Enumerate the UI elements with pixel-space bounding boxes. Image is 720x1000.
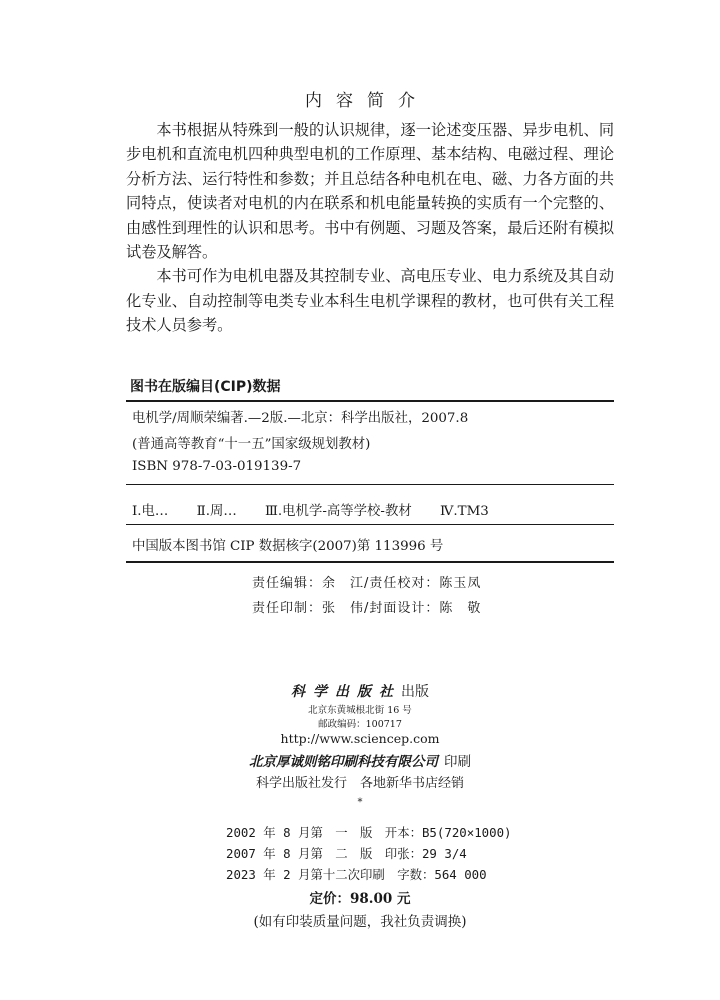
- printer-suffix: 印刷: [444, 754, 471, 770]
- edition-line-2: 2007 年 8 月第 二 版 印张：29 3/4: [226, 846, 467, 861]
- cip-isbn: ISBN 978-7-03-019139-7: [132, 459, 302, 474]
- publisher-name: [0, 681, 720, 701]
- cip-top-rule: [126, 400, 614, 402]
- publisher-address: 北京东黄城根北街 16 号: [308, 705, 412, 716]
- cip-record: 中国版本图书馆 CIP 数据核字(2007)第 113996 号: [132, 539, 444, 554]
- price: 定价：98.00 元: [309, 891, 411, 907]
- distribution-line: 科学出版社发行 各地新华书店经销: [255, 776, 464, 791]
- staff-line-2: 责任印制：张 伟/封面设计：陈 敬: [252, 601, 482, 616]
- cip-class-4: Ⅳ.TM3: [440, 504, 489, 519]
- cip-rule-2: [126, 524, 614, 525]
- edition-line-1: 2002 年 8 月第 一 版 开本：B5(720×1000): [226, 825, 512, 840]
- cip-line-1: 电机学/周顺荣编著.—2版.—北京：科学出版社，2007.8: [132, 411, 469, 426]
- cip-line-2: (普通高等教育“十一五”国家级规划教材): [132, 437, 371, 452]
- publisher-url: http://www.sciencep.com: [280, 731, 440, 746]
- cip-classifications: [132, 500, 513, 519]
- cip-class-2: Ⅱ.周…: [196, 504, 237, 519]
- cip-class-3: Ⅲ.电机学-高等学校-教材: [265, 504, 412, 519]
- cip-class-1: Ⅰ.电…: [132, 504, 169, 519]
- summary-title: 内容简介: [305, 91, 429, 111]
- cip-heading: 图书在版编目(CIP)数据: [130, 379, 281, 395]
- printer-name: 北京厚诚则铭印刷科技有限公司: [249, 754, 438, 770]
- separator-star: *: [357, 797, 363, 808]
- summary-body: [126, 118, 614, 338]
- cip-rule-1: [126, 484, 614, 485]
- publisher-suffix: 出版: [401, 684, 429, 700]
- staff-line-1: 责任编辑：余 江/责任校对：陈玉凤: [252, 576, 482, 591]
- summary-paragraph-1: 本书根据从特殊到一般的认识规律，逐一论述变压器、异步电机、同步电机和直流电机四种典型电机的工作原理、基本结构、电磁过程、理论分析方法、运行特性和参数；并且总结各种电机在电、磁、力各方面的共同特点，使读者对电机的内在联系和机电能量转换的实质有一个完整的、由感性到理性的认识和思考。书中有例题、习题及答案，最后还附有模拟试卷及解答。: [126, 121, 614, 262]
- quality-notice: (如有印装质量问题，我社负责调换): [253, 914, 467, 930]
- cip-bottom-rule: [126, 561, 614, 563]
- publisher-postcode: 邮政编码：100717: [318, 719, 402, 730]
- printer-line: [0, 750, 720, 770]
- edition-line-3: 2023 年 2 月第十二次印刷 字数：564 000: [226, 867, 487, 882]
- summary-paragraph-2: 本书可作为电机电器及其控制专业、高电压专业、电力系统及其自动化专业、自动控制等电类专业本科生电机学课程的教材，也可供有关工程技术人员参考。: [126, 267, 614, 335]
- publisher-name-text: 科学出版社: [291, 684, 401, 700]
